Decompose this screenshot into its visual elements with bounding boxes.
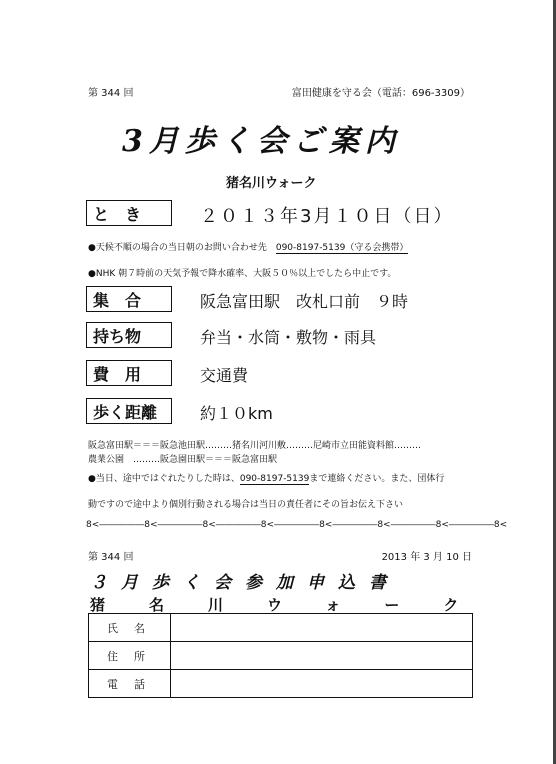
form-title: ３月歩く会参加申込書 xyxy=(90,573,400,593)
form-input-name[interactable] xyxy=(171,614,473,642)
value-distance: 約１０km xyxy=(200,404,273,423)
label-meeting-text: 集 合 xyxy=(93,290,142,310)
form-row-phone xyxy=(89,670,473,698)
weather-note xyxy=(88,240,408,253)
form-label-address: 住所 xyxy=(89,642,171,670)
label-belongings xyxy=(86,322,172,348)
form-label-phone: 電話 xyxy=(89,670,171,698)
issue-number: 第 344 回 xyxy=(88,88,134,99)
form-row-name xyxy=(89,614,473,642)
label-date xyxy=(86,200,172,226)
label-date-text: と き xyxy=(93,204,142,224)
label-cost-text: 費 用 xyxy=(93,364,142,384)
value-cost: 交通費 xyxy=(200,366,249,385)
label-distance xyxy=(86,398,172,424)
cut-line: 8<―――――8<―――――8<―――――8<―――――8<―――――8<―――――8<―――――8< xyxy=(86,520,508,530)
value-date: ２０１３年3月１０日（日） xyxy=(200,206,454,227)
weather-phone: 090-8197-5139（守る会携帯） xyxy=(275,243,409,253)
label-meeting xyxy=(86,286,172,312)
form-issue-number: 第 344 回 xyxy=(88,552,134,563)
contact-prefix: ●当日、途中ではぐれたりした時は、 xyxy=(88,474,240,484)
application-form xyxy=(88,613,473,698)
form-input-phone[interactable] xyxy=(171,670,473,698)
label-cost xyxy=(86,360,172,386)
route-line-1: 阪急富田駅＝＝＝阪急池田駅………猪名川河川敷………尼崎市立田能資料館……… xyxy=(88,441,422,451)
organization-contact: 富田健康を守る会（電話：696-3309） xyxy=(291,88,470,99)
form-input-address[interactable] xyxy=(171,642,473,670)
event-name: 猪名川ウォーク xyxy=(226,176,317,191)
form-date: 2013 年 3 月 10 日 xyxy=(381,552,472,563)
route-line-2: 農業公園 ………阪急園田駅＝＝＝阪急富田駅 xyxy=(88,455,278,465)
contact-note-line-2: 動ですので途中より個別行動される場合は当日の責任者にその旨お伝え下さい xyxy=(88,500,404,510)
contact-phone: 090-8197-5139 xyxy=(239,474,310,484)
form-label-name: 氏名 xyxy=(89,614,171,642)
label-belongings-text: 持ち物 xyxy=(93,326,142,346)
form-row-address xyxy=(89,642,473,670)
value-belongings: 弁当・水筒・敷物・雨具 xyxy=(200,328,377,347)
page-title: 3月歩く会ご案内 xyxy=(122,124,401,159)
contact-suffix: まで連絡ください。また、団体行 xyxy=(309,474,445,484)
value-meeting: 阪急富田駅 改札口前 ９時 xyxy=(200,292,409,311)
weather-note-text: ●天候不順の場合の当日朝のお問い合わせ先 xyxy=(88,243,276,253)
label-distance-text: 歩く距離 xyxy=(93,402,158,422)
contact-note xyxy=(88,471,444,484)
nhk-note: ●NHK 朝７時前の天気予報で降水確率、大阪５０％以上でしたら中止です。 xyxy=(88,269,397,279)
form-subtitle: 猪名川ウォーク xyxy=(90,596,503,614)
